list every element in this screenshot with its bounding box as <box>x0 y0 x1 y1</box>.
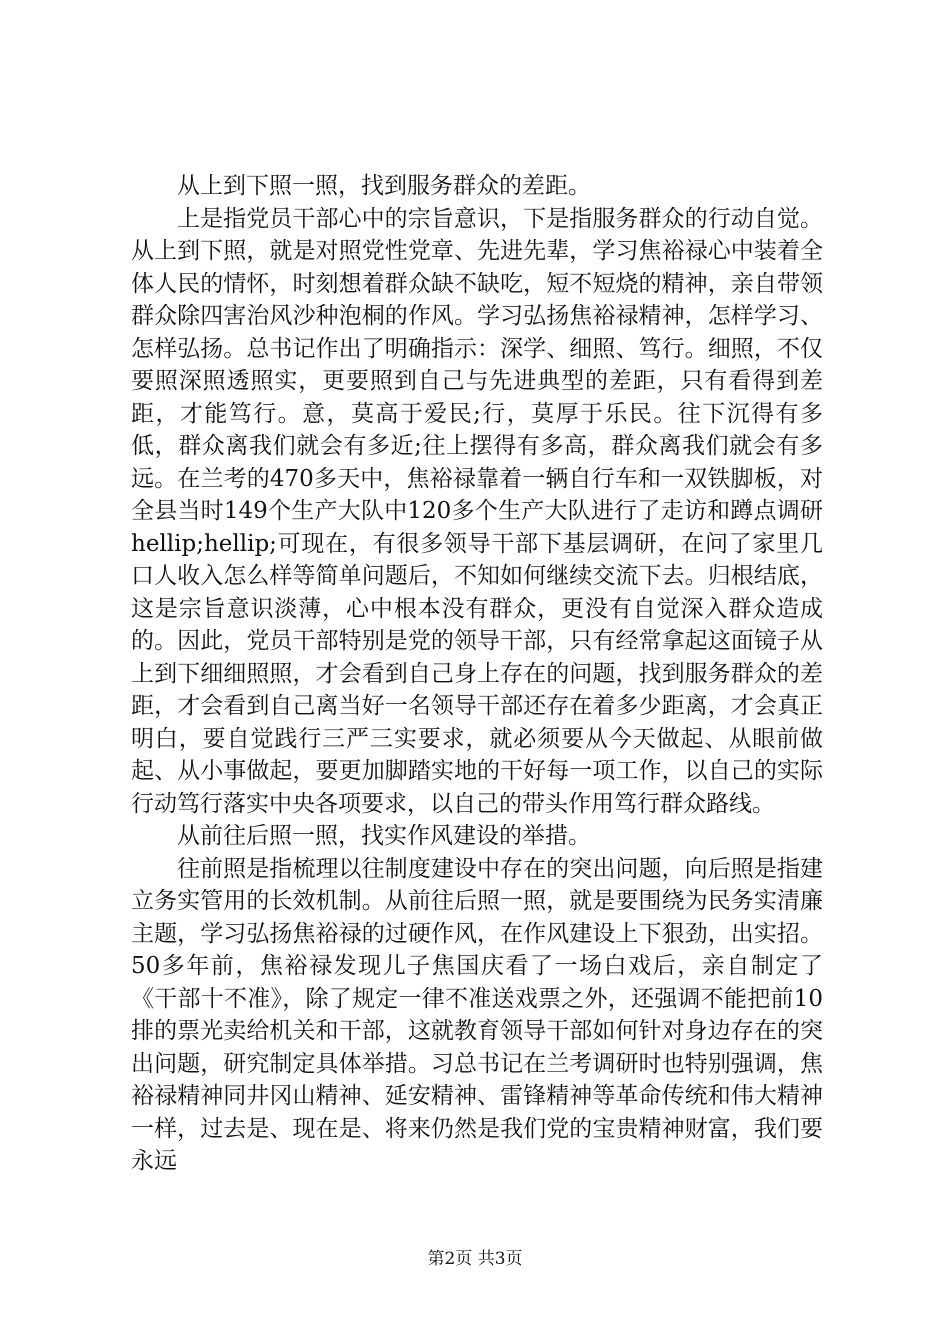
paragraph-body-1: 上是指党员干部心中的宗旨意识，下是指服务群众的行动自觉。从上到下照，就是对照党性党章、先进先辈，学习焦裕禄心中装着全体人民的情怀，时刻想着群众缺不缺吃，短不短烧的精神，亲自带领群众除四害治风沙种泡桐的作风。学习弘扬焦裕禄精神，怎样学习、怎样弘扬。总书记作出了明确指示：深学、细照、笃行。细照，不仅要照深照透照实，更要照到自己与先进典型的差距，只有看得到差距，才能笃行。意，莫高于爱民;行，莫厚于乐民。往下沉得有多低，群众离我们就会有多近;往上摆得有多高，群众离我们就会有多远。在兰考的470多天中，焦裕禄靠着一辆自行车和一双铁脚板，对全县当时149个生产大队中120多个生产大队进行了走访和蹲点调研hellip;hellip;可现在，有很多领导干部下基层调研，在问了家里几口人收入怎么样等简单问题后，不知如何继续交流下去。归根结底，这是宗旨意识淡薄，心中根本没有群众，更没有自觉深入群众造成的。因此，党员干部特别是党的领导干部，只有经常拿起这面镜子从上到下细细照照，才会看到自己身上存在的问题，找到服务群众的差距，才会看到自己离当好一名领导干部还存在着多少距离，才会真正明白，要自觉践行三严三实要求，就必须要从今天做起、从眼前做起、从小事做起，要更加脚踏实地的干好每一项工作，以自己的实际行动笃行落实中央各项要求，以自己的带头作用笃行群众路线。 <box>131 205 823 817</box>
paragraph-heading-2: 从前往后照一照，找实作风建设的举措。 <box>177 823 591 849</box>
document-body <box>131 170 823 1178</box>
page-number-footer: 第2页 共3页 <box>427 1249 523 1269</box>
paragraph-body-2: 往前照是指梳理以往制度建设中存在的突出问题，向后照是指建立务实管用的长效机制。从前往后照一照，就是要围绕为民务实清廉主题，学习弘扬焦裕禄的过硬作风，在作风建设上下狠劲，出实招。50多年前，焦裕禄发现儿子焦国庆看了一场白戏后，亲自制定了《干部十不准》，除了规定一律不准送戏票之外，还强调不能把前10排的票光卖给机关和干部，这就教育领导干部如何针对身边存在的突出问题，研究制定具体举措。习总书记在兰考调研时也特别强调，焦裕禄精神同井冈山精神、延安精神、雷锋精神等革命传统和伟大精神一样，过去是、现在是、将来仍然是我们党的宝贵精神财富，我们要永远 <box>131 855 823 1174</box>
paragraph-heading-1: 从上到下照一照，找到服务群众的差距。 <box>177 173 591 199</box>
